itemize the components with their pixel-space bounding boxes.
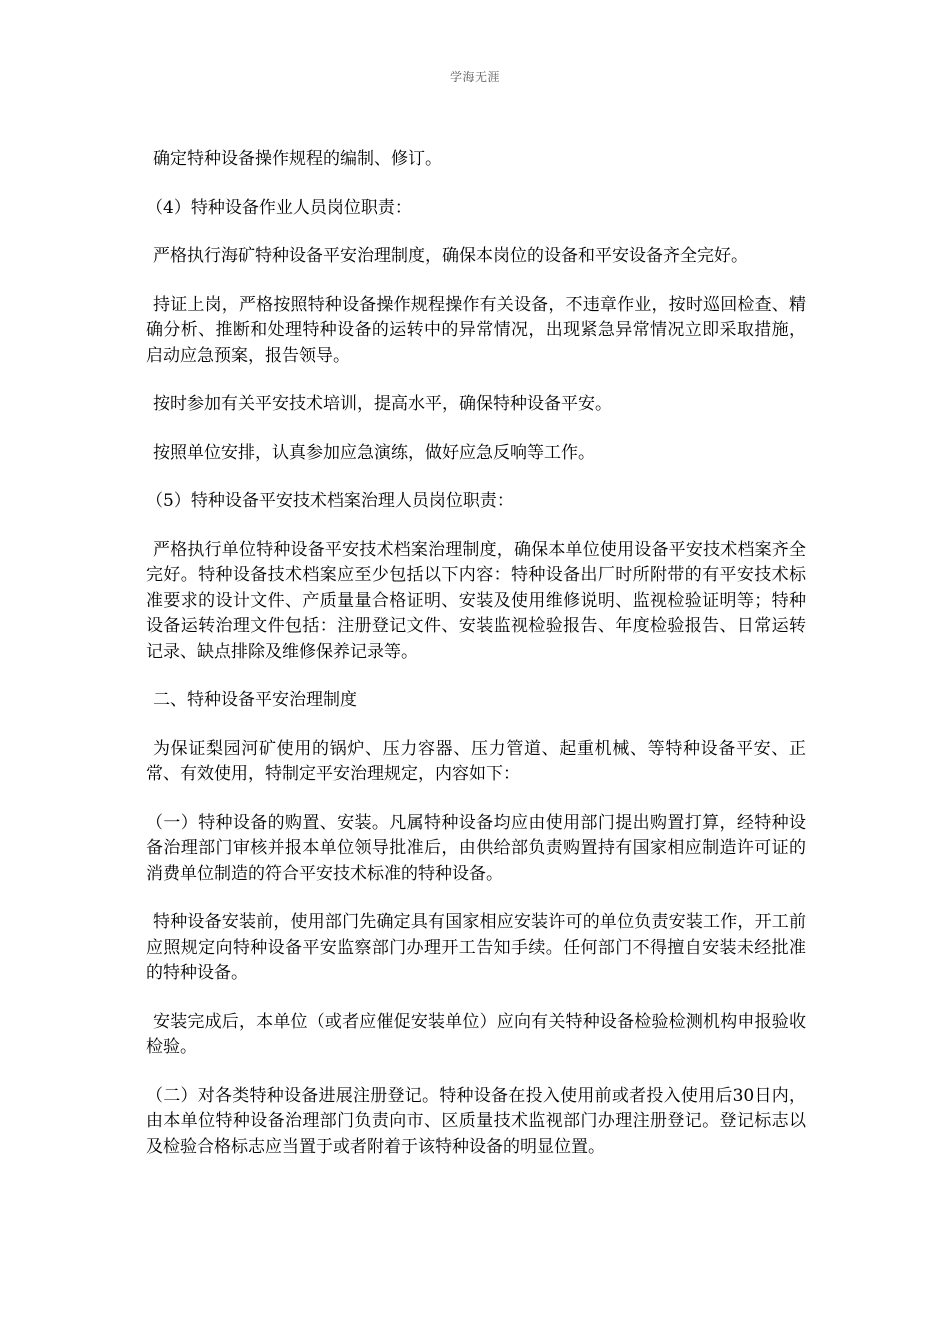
paragraph: 严格执行海矿特种设备平安治理制度，确保本岗位的设备和平安设备齐全完好。 (153, 246, 748, 266)
page-header: 学海无涯 (449, 70, 500, 84)
paragraph: 安装完成后，本单位（或者应催促安装单位）应向有关特种设备检验检测机构申报验收检验。 (146, 1011, 806, 1057)
paragraph: 特种设备安装前，使用部门先确定具有国家相应安装许可的单位负责安装工作，开工前应照规定向特种设备平安监察部门办理开工告知手续。任何部门不得擅自安装未经批准的特种设备。 (146, 912, 806, 983)
paragraph: 按时参加有关平安技术培训，提高水平，确保特种设备平安。 (153, 394, 612, 414)
paragraph: 严格执行单位特种设备平安技术档案治理制度，确保本单位使用设备平安技术档案齐全完好。特种设备技术档案应至少包括以下内容：特种设备出厂时所附带的有平安技术标准要求的设计文件、产质量量合格证明、安装及使用维修说明、监视检验证明等；特种设备运转治理文件包括：注册登记文件、安装监视检验报告、年度检验报告、日常运转记录、缺点排除及维修保养记录等。 (146, 539, 806, 662)
paragraph: （一）特种设备的购置、安装。凡属特种设备均应由使用部门提出购置打算，经特种设备治理部门审核并报本单位领导批准后，由供给部负责购置持有国家相应制造许可证的消费单位制造的符合平安技术标准的特种设备。 (146, 812, 806, 884)
section-heading: （4）特种设备作业人员岗位职责： (146, 197, 412, 218)
paragraph: 为保证梨园河矿使用的锅炉、压力容器、压力管道、起重机械、等特种设备平安、正常、有效使用，特制定平安治理规定，内容如下： (146, 738, 806, 784)
paragraph: 确定特种设备操作规程的编制、修订。 (153, 149, 442, 169)
paragraph: 按照单位安排，认真参加应急演练，做好应急反响等工作。 (153, 442, 595, 463)
document-body (146, 147, 806, 1183)
section-heading: 二、特种设备平安治理制度 (153, 690, 357, 710)
paragraph: （二）对各类特种设备进展注册登记。特种设备在投入使用前或者投入使用后30日内，由本单位特种设备治理部门负责向市、区质量技术监视部门办理注册登记。登记标志以及检验合格标志应当置于或者附着于该特种设备的明显位置。 (146, 1085, 806, 1157)
paragraph: 持证上岗，严格按照特种设备操作规程操作有关设备，不违章作业，按时巡回检查、精确分析、推断和处理特种设备的运转中的异常情况，出现紧急异常情况立即采取措施，启动应急预案，报告领导。 (146, 294, 806, 366)
section-heading: （5）特种设备平安技术档案治理人员岗位职责： (146, 491, 514, 511)
